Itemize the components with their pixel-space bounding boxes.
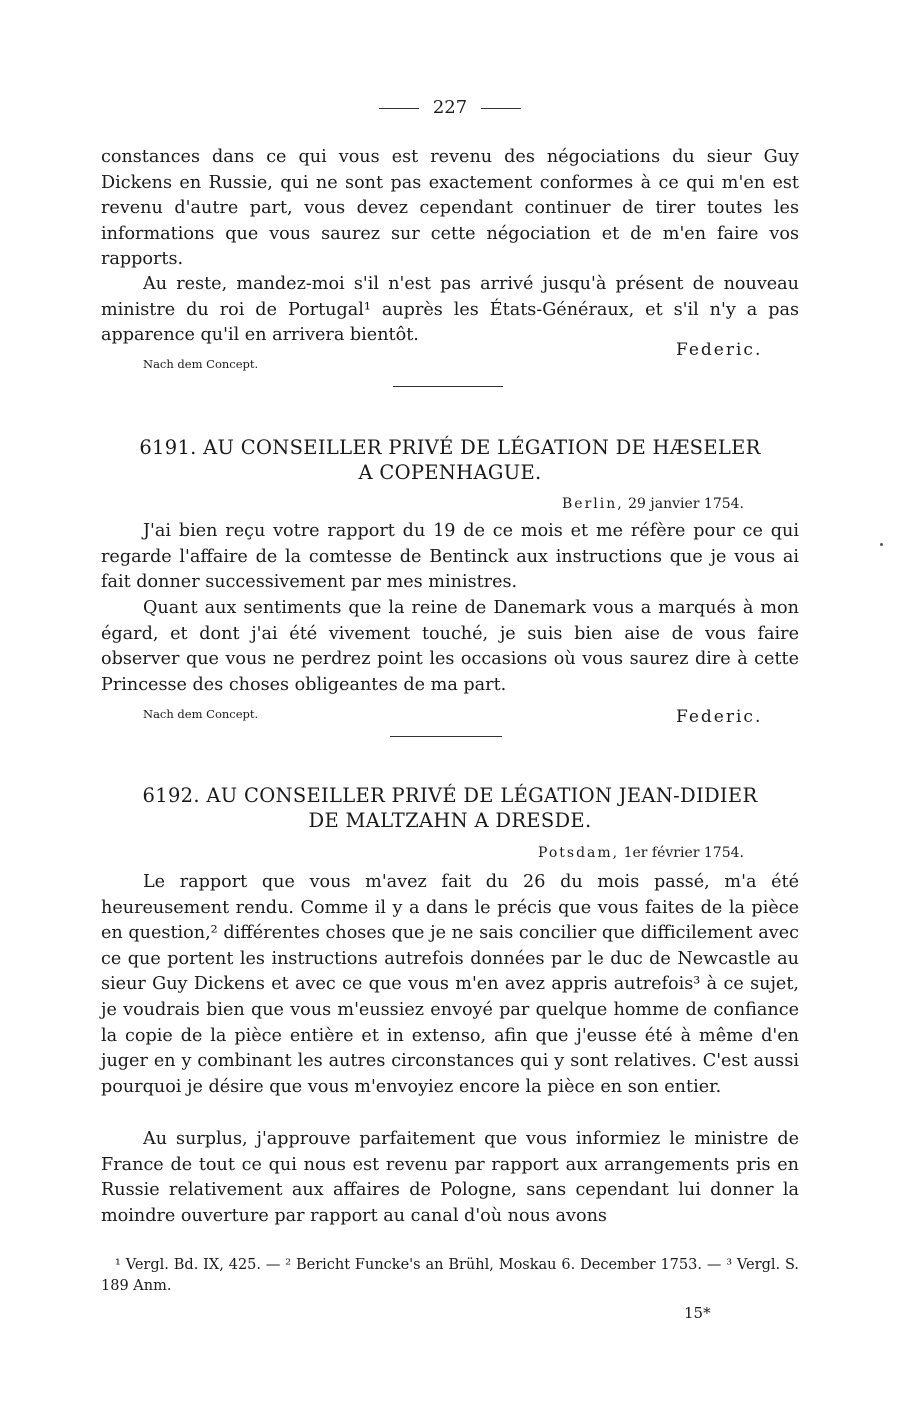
section-divider-2 (390, 736, 502, 737)
concept-note-2: Nach dem Concept. (143, 707, 259, 721)
letter-6191-dateline (562, 496, 744, 512)
letter-continuation-paragraph-2: Au reste, mandez-moi s'il n'est pas arrivé jusqu'à présent de nouveau ministre du roi de Portugal¹ auprès les États-Généraux, et s'il n'y a pas apparence qu'il en arrivera bientôt. (101, 274, 799, 346)
signature-1: Federic. (676, 340, 763, 360)
header-dash-left (379, 108, 419, 109)
scan-speck (880, 543, 883, 546)
letter-6192-dateline (538, 845, 744, 861)
letter-6192-paragraph-2: Au surplus, j'approuve parfaitement que vous informiez le ministre de France de tout ce qui nous est revenu par rapport aux arrangements pris en Russie relativement aux affaires de Pologne, sans cependant lui donner la moindre ouverture par rapport au canal d'où nous avons (101, 1129, 799, 1226)
letter-6192-heading-line-2: DE MALTZAHN A DRESDE. (308, 809, 592, 832)
letter-6192-date: 1er février 1754. (623, 845, 744, 861)
signature-2: Federic. (676, 707, 763, 727)
letter-continuation-paragraph-1: constances dans ce qui vous est revenu des négociations du sieur Guy Dickens en Russie, qui ne sont pas exactement conformes à ce qui m'en est revenu d'autre part, vous devez cependant continuer de tirer toutes les informations que vous saurez sur cette négociation et de m'en faire vos rapports. (101, 147, 799, 270)
letter-6191-heading-line-1: 6191. AU CONSEILLER PRIVÉ DE LÉGATION DE HÆSELER (139, 436, 761, 459)
footnotes: ¹ Vergl. Bd. IX, 425. — ² Bericht Funcke's an Brühl, Moskau 6. December 1753. — ³ Vergl. S. 189 Anm. (101, 1257, 799, 1294)
section-divider-1 (393, 386, 503, 387)
page-number: 227 (432, 97, 468, 118)
concept-note-1: Nach dem Concept. (143, 357, 259, 371)
letter-6192-heading-line-1: 6192. AU CONSEILLER PRIVÉ DE LÉGATION JEAN-DIDIER (142, 784, 758, 807)
letter-6191-paragraph-2: Quant aux sentiments que la reine de Danemark vous a marqués à mon égard, et dont j'ai été vivement touché, je suis bien aise de vous faire observer que vous ne perdrez point les occasions où vous saurez dire à cette Princesse des choses obligeantes de ma part. (101, 598, 799, 695)
letter-6192-paragraph-1: Le rapport que vous m'avez fait du 26 du mois passé, m'a été heureusement rendu. Comme il y a dans le précis que vous faites de la pièce en question,² différentes choses que je ne sais concilier que difficilement avec ce que portent les instructions autrefois données par le duc de Newcastle au sieur Guy Dickens et avec ce que vous m'en avez appris autrefois³ à ce sujet, je voudrais bien que vous m'eussiez envoyé par quelque homme de confiance la copie de la pièce entière et in extenso, afin que j'eusse été à même d'en juger en y combinant les autres circonstances qui y sont relatives. C'est aussi pourquoi je désire que vous m'envoyiez encore la pièce en son entier. (101, 872, 799, 1097)
signature-mark: 15* (684, 1304, 711, 1322)
letter-6191-heading-line-2: A COPENHAGUE. (358, 461, 542, 484)
letter-6192-place: Potsdam, (538, 845, 620, 861)
letter-6191-date: 29 janvier 1754. (628, 496, 745, 512)
page-header (0, 97, 900, 118)
header-dash-right (481, 108, 521, 109)
letter-6191-paragraph-1: J'ai bien reçu votre rapport du 19 de ce mois et me réfère pour ce qui regarde l'affaire de la comtesse de Bentinck aux instructions que je vous ai fait donner successivement par mes ministres. (101, 521, 799, 593)
letter-6191-place: Berlin, (562, 496, 624, 512)
